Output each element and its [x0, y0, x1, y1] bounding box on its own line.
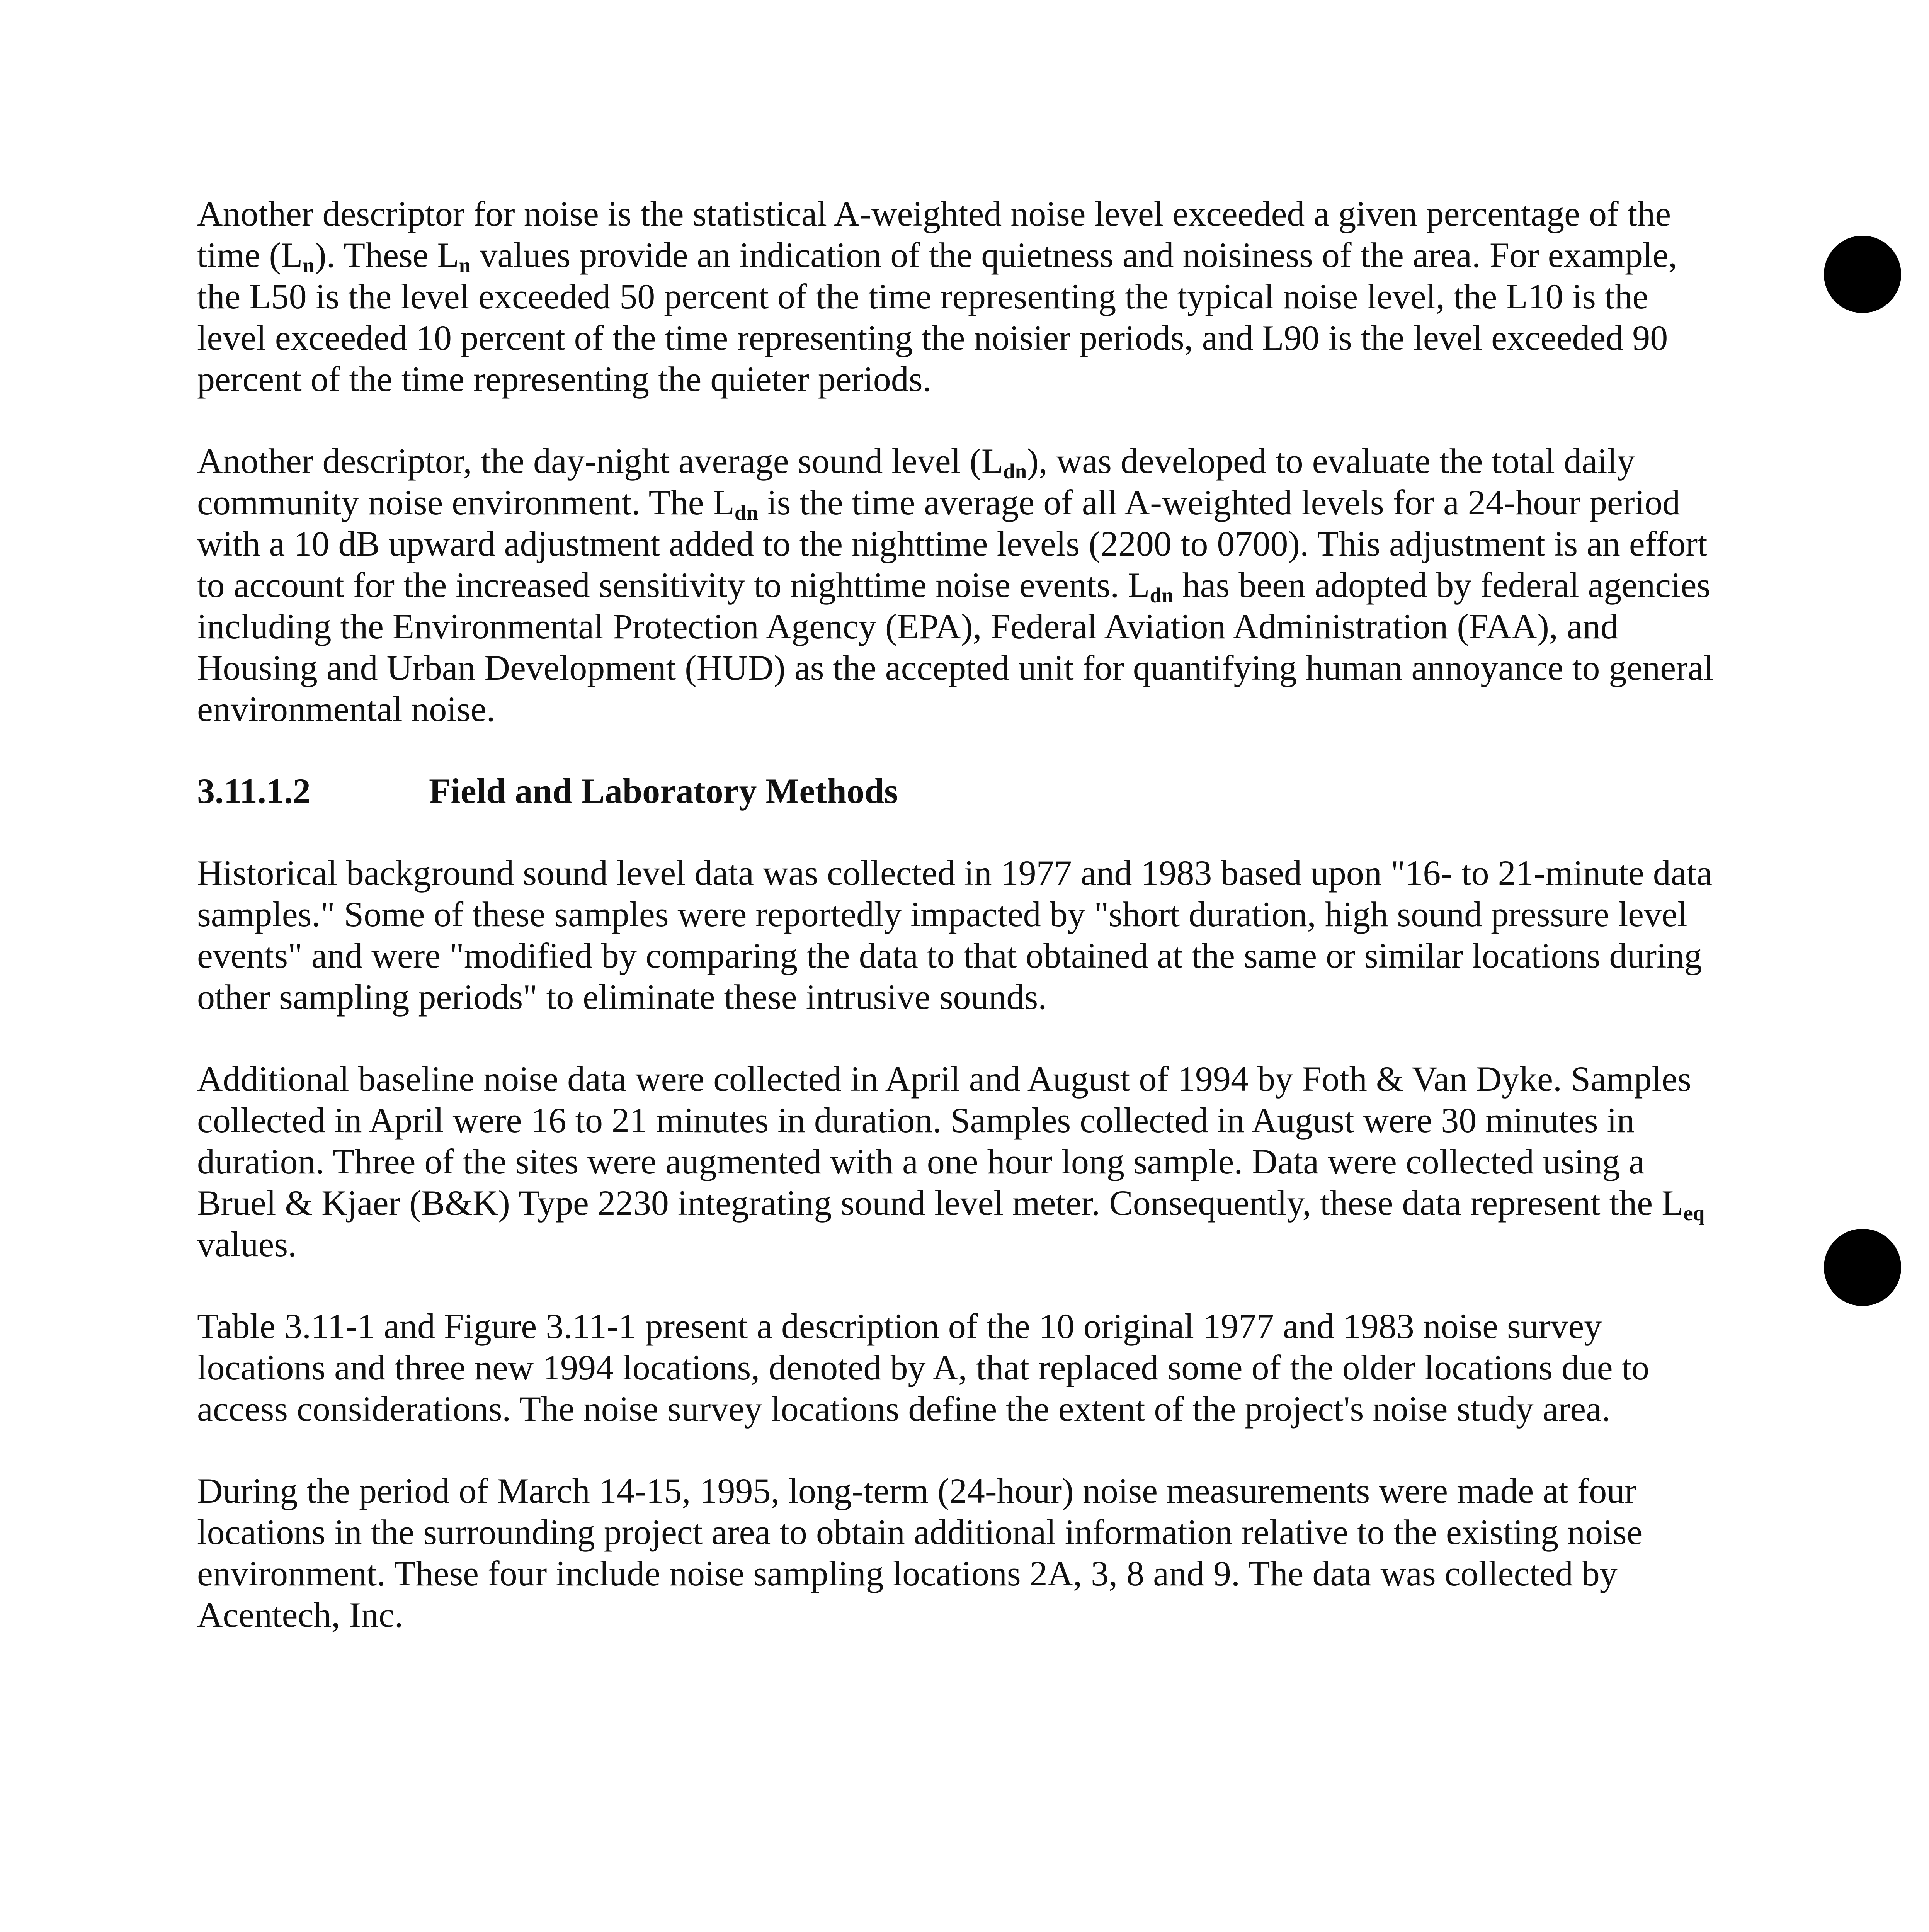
revision-bullet-mark	[1824, 1229, 1901, 1306]
revision-bullet-mark	[1824, 236, 1901, 313]
paragraph-baseline-data: Additional baseline noise data were collected in April and August of 1994 by Foth & Van Dyke. Samples collected in April were 16 to 21 minutes in duration. Samples collected in August were 30 minutes in duration. Three of the sites were augmented with a one hour long sample. Data were collected using a Bruel & Kjaer (B&K) Type 2230 integrating sound level meter. Consequently, these data represent the $L_{eq}$ values.	[197, 1059, 1705, 1264]
section-heading	[197, 770, 1716, 812]
paragraph-historical-data: Historical background sound level data was collected in 1977 and 1983 based upon "16- to 21-minute data samples." Some of these samples were reportedly impacted by "short duration, high sound pressure level events" and were "modified by comparing the data to that obtained at the same or similar locations during other sampling periods" to eliminate these intrusive sounds.	[197, 853, 1713, 1017]
document-body	[197, 193, 1716, 1636]
paragraph-ldn-descriptor: Another descriptor, the day-night average sound level $(L_{dn})$, was developed to evaluate the total daily community noise environment. The $L_{dn}$ is the time average of all A-weighted levels for a 24-hour period with a 10 dB upward adjustment added to the nighttime levels (2200 to 0700). This adjustment is an effort to account for the increased sensitivity to nighttime noise events. $L_{dn}$ has been adopted by federal agencies including the Environmental Protection Agency (EPA), Federal Aviation Administration (FAA), and Housing and Urban Development (HUD) as the accepted unit for quantifying human annoyance to general environmental noise.	[197, 441, 1714, 729]
section-title: Field and Laboratory Methods	[429, 771, 898, 811]
paragraph-ln-descriptor: Another descriptor for noise is the statistical A-weighted noise level exceeded a given percentage of the time $(L_n)$. These $L_n$ values provide an indication of the quietness and noisiness of the area. For example, the L50 is the level exceeded 50 percent of the time representing the typical noise level, the L10 is the level exceeded 10 percent of the time representing the noisier periods, and L90 is the level exceeded 90 percent of the time representing the quieter periods.	[197, 194, 1677, 399]
paragraph-long-term-measurements: During the period of March 14-15, 1995, long-term (24-hour) noise measurements were made at four locations in the surrounding project area to obtain additional information relative to the existing noise environment. These four include noise sampling locations 2A, 3, 8 and 9. The data was collected by Acentech, Inc.	[197, 1471, 1643, 1634]
paragraph-survey-locations: Table 3.11-1 and Figure 3.11-1 present a description of the 10 original 1977 and 1983 noise survey locations and three new 1994 locations, denoted by A, that replaced some of the older locations due to access considerations. The noise survey locations define the extent of the project's noise study area.	[197, 1306, 1650, 1429]
section-number: 3.11.1.2	[197, 771, 311, 811]
